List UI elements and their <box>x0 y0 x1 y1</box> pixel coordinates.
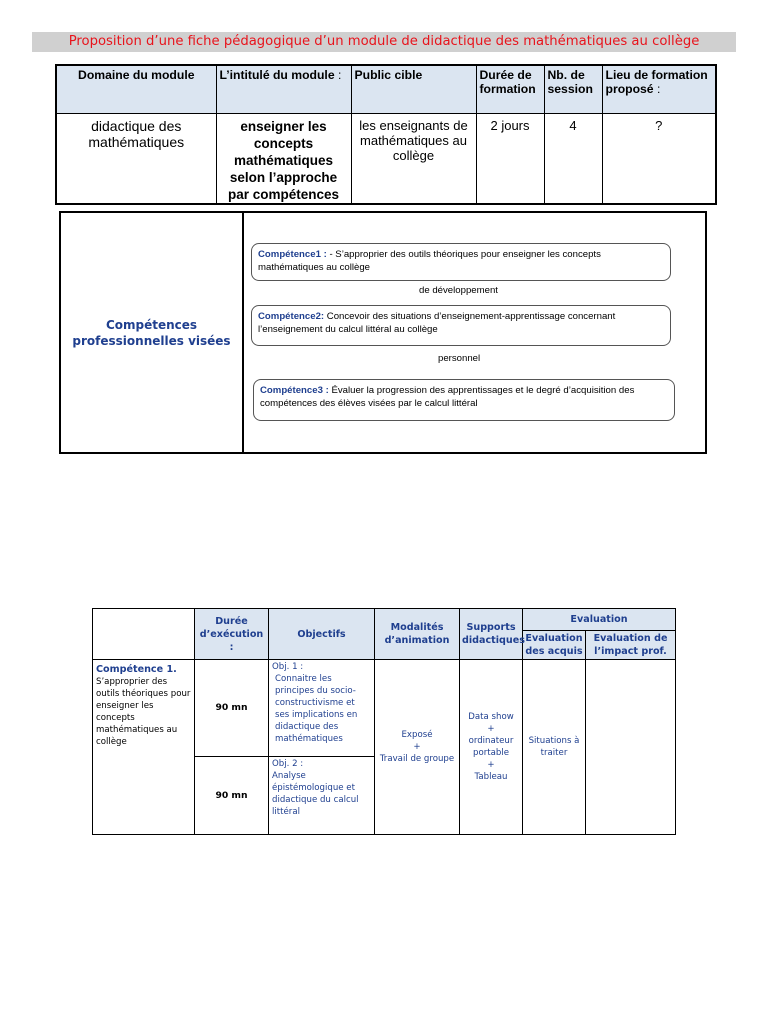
competence-1-label: Compétence1 : <box>258 249 327 260</box>
header-objectifs: Objectifs <box>269 609 375 660</box>
competence-3-label: Compétence3 : <box>260 385 329 396</box>
page-title: Proposition d’une fiche pédagogique d’un module de didactique des mathématiques au collège <box>32 32 736 52</box>
objectif-2-title: Obj. 2 : <box>272 759 304 769</box>
module-header-row <box>56 65 716 114</box>
cell-duree: 2 jours <box>476 114 544 205</box>
competence-1-box <box>251 243 671 281</box>
competence-plan-table <box>92 608 676 835</box>
competence-3-text: Évaluer la progression des apprentissages et le degré d’acquisition des compétences des élèves visées par le calcul littéral <box>260 385 635 409</box>
objectif-1-text: Connaitre les principes du socio-constructivisme et ses implications en didactique des mathématiques <box>275 674 358 744</box>
competence-1-cell <box>93 660 195 835</box>
modalite-plus: + <box>413 742 421 752</box>
header-eval-acquis: Evaluation des acquis <box>523 631 586 660</box>
header-evaluation: Evaluation <box>523 609 676 631</box>
header-eval-impact: Evaluation de l’impact prof. <box>586 631 676 660</box>
modalite-travail-groupe: Travail de groupe <box>379 754 455 764</box>
cell-intitule: enseigner les concepts mathématiques selon l’approche par compétences <box>216 114 351 205</box>
competence-1-text: - S’approprier des outils théoriques pour enseigner les concepts mathématiques au collège <box>258 249 601 273</box>
cell-domaine: didactique des mathématiques <box>56 114 216 205</box>
cell-public: les enseignants de mathématiques au collège <box>351 114 476 205</box>
header-public: Public cible <box>351 65 476 114</box>
support-plus-1: + <box>487 724 495 734</box>
objectif-cell-2 <box>269 757 375 835</box>
objectif-1-title: Obj. 1 : <box>272 662 304 672</box>
objectif-2-text: Analyse épistémologique et didactique du calcul littéral <box>272 771 359 817</box>
eval-impact-cell <box>586 660 676 835</box>
note-developpement: de développement <box>419 285 498 296</box>
header-intitule: L’intitulé du module : <box>216 65 351 114</box>
duree-cell-2: 90 mn <box>195 757 269 835</box>
modalites-cell <box>375 660 460 835</box>
duree-cell-1: 90 mn <box>195 660 269 757</box>
corner-cell <box>93 609 195 660</box>
header-lieu: Lieu de formation proposé : <box>602 65 716 114</box>
modalite-expose: Exposé <box>401 730 433 740</box>
cell-lieu: ? <box>602 114 716 205</box>
competence-1-cell-text: S’approprier des outils théoriques pour enseigner les concepts mathématiques au collège <box>96 677 191 747</box>
support-data-show: Data show <box>468 712 514 722</box>
header-duree-execution: Durée d’exécution : <box>195 609 269 660</box>
cell-sessions: 4 <box>544 114 602 205</box>
competence-3-box <box>253 379 675 421</box>
competence-1-cell-label: Compétence 1. <box>96 664 177 675</box>
competences-box <box>59 211 707 454</box>
module-data-row <box>56 114 716 205</box>
support-tableau: Tableau <box>474 772 508 782</box>
supports-cell <box>460 660 523 835</box>
header-sessions: Nb. de session <box>544 65 602 114</box>
competence-2-label: Compétence2: <box>258 311 325 322</box>
header-domaine: Domaine du module <box>56 65 216 114</box>
competences-heading: Compétences professionnelles visées <box>61 213 244 452</box>
competence-2-box <box>251 305 671 346</box>
note-personnel: personnel <box>438 353 481 364</box>
header-supports: Supports didactiques <box>460 609 523 660</box>
module-info-table <box>55 64 717 205</box>
header-modalites: Modalités d’animation <box>375 609 460 660</box>
plan-row-1 <box>93 660 676 757</box>
objectif-cell-1 <box>269 660 375 757</box>
support-plus-2: + <box>487 760 495 770</box>
eval-acquis-cell: Situations à traiter <box>523 660 586 835</box>
support-ordinateur: ordinateur portable <box>468 736 514 758</box>
competence-2-text: Concevoir des situations d’enseignement-apprentissage concernant l’enseignement du calcul littéral au collège <box>258 311 616 335</box>
header-duree: Durée de formation <box>476 65 544 114</box>
